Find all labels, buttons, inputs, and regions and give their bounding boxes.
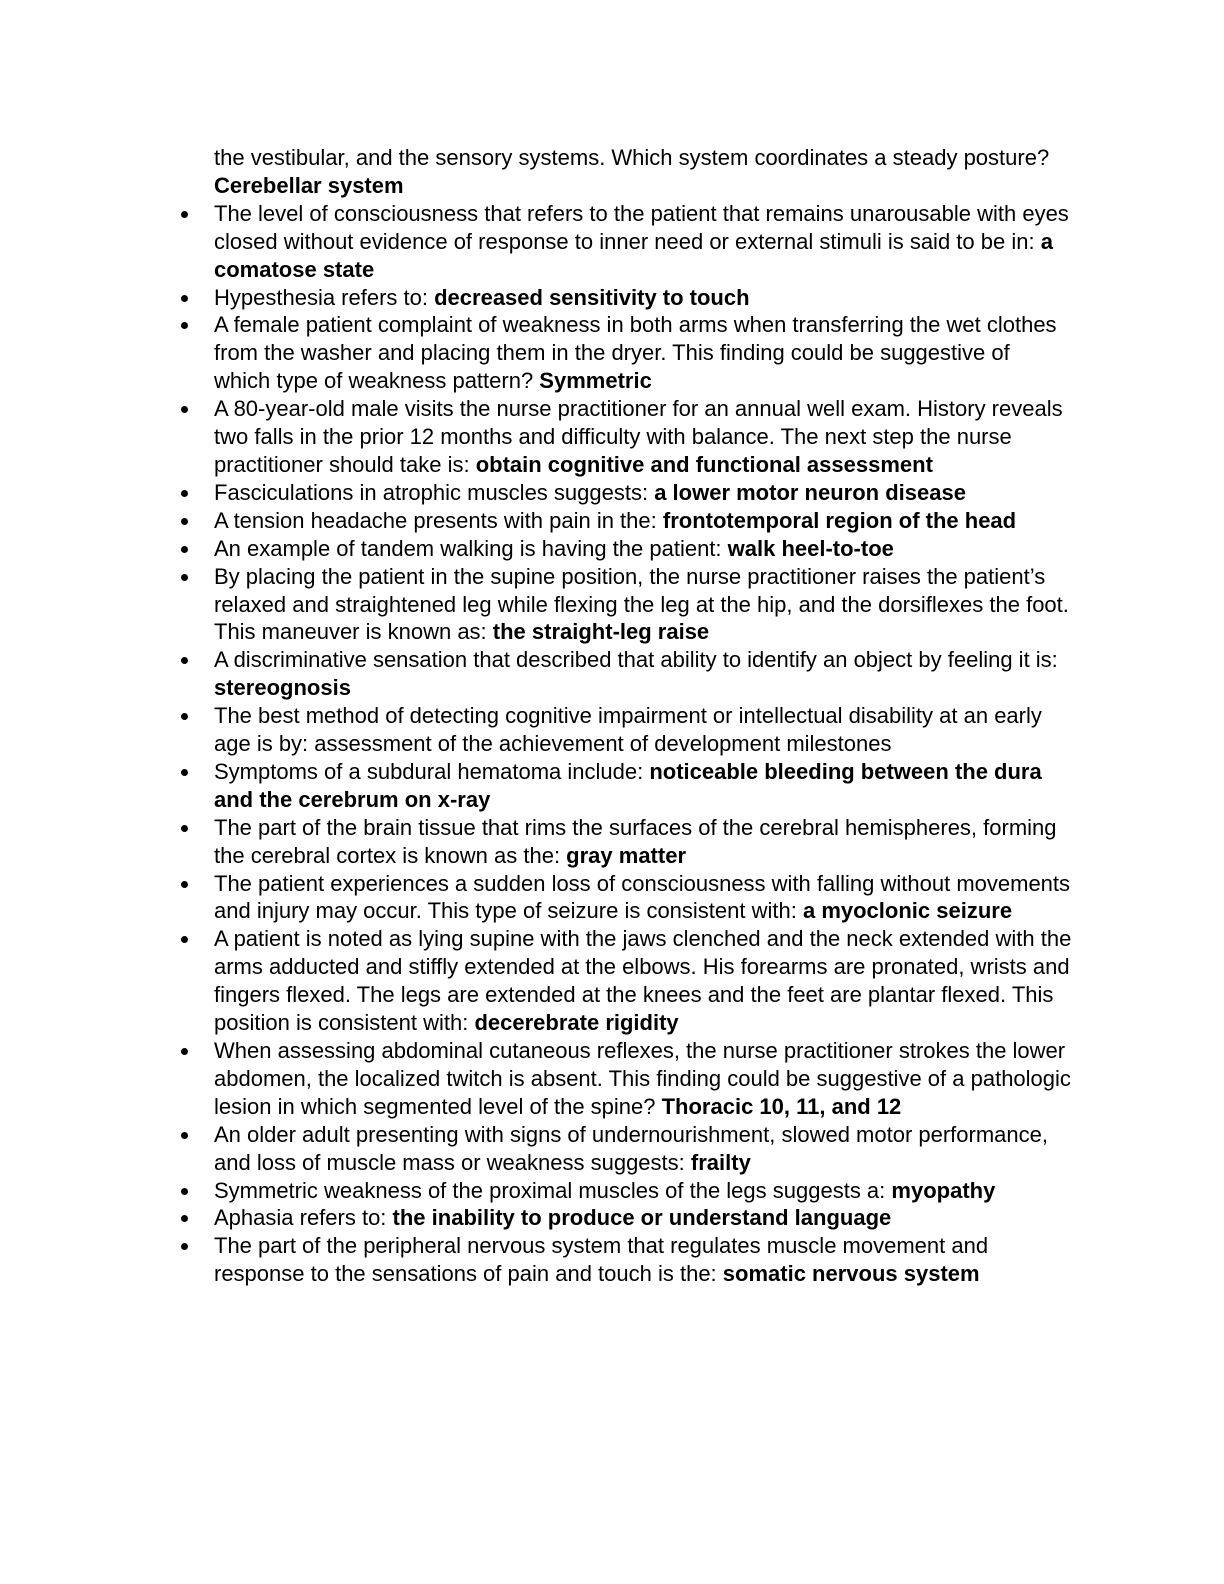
answer-text: noticeable bleeding between the dura and the cerebrum on x-ray: [214, 758, 1042, 812]
list-item: [214, 395, 1072, 479]
answer-text: Thoracic 10, 11, and 12: [661, 1093, 902, 1119]
question-text: An example of tandem walking is having the patient:: [214, 535, 728, 561]
question-text: The best method of detecting cognitive impairment or intellectual disability at an early age is by: assessment of the achievement of development milestones: [214, 703, 1042, 757]
list-item: [214, 870, 1072, 926]
question-text: Fasciculations in atrophic muscles suggests:: [214, 479, 655, 505]
answer-text: decreased sensitivity to touch: [434, 284, 750, 310]
continued-question: [214, 144, 1072, 200]
question-text: the vestibular, and the sensory systems. Which system coordinates a steady posture?: [214, 145, 1050, 170]
answer-text: a myoclonic seizure: [802, 898, 1013, 924]
question-text: An older adult presenting with signs of undernourishment, slowed motor performance, and loss of muscle mass or weakness suggests:: [214, 1121, 1049, 1175]
answer-text: a lower motor neuron disease: [654, 479, 966, 505]
list-item: [214, 284, 1072, 312]
question-text: A discriminative sensation that described that ability to identify an object by feeling it is:: [214, 647, 1058, 673]
list-item: [214, 311, 1072, 395]
answer-text: walk heel-to-toe: [727, 535, 894, 561]
answer-text: a comatose state: [214, 228, 1053, 282]
question-text: Symptoms of a subdural hematoma include:: [214, 758, 650, 784]
question-text: The part of the brain tissue that rims the surfaces of the cerebral hemispheres, forming the cerebral cortex is known as the:: [214, 814, 1057, 868]
question-text: By placing the patient in the supine position, the nurse practitioner raises the patient’s relaxed and straightened leg while flexing the leg at the hip, and the dorsiflexes the foot. This maneuver is known as:: [214, 563, 1069, 645]
list-item: [214, 925, 1072, 1037]
document-body: [214, 144, 1072, 1288]
answer-text: frontotemporal region of the head: [662, 507, 1017, 533]
list-item: [214, 1232, 1072, 1288]
list-item: [214, 814, 1072, 870]
list-item: [214, 758, 1072, 814]
answer-text: obtain cognitive and functional assessment: [475, 451, 933, 477]
question-list: [214, 200, 1072, 1288]
list-item: [214, 563, 1072, 647]
answer-text: frailty: [690, 1149, 751, 1175]
question-text: Aphasia refers to:: [214, 1205, 393, 1231]
question-text: Symmetric weakness of the proximal muscles of the legs suggests a:: [214, 1177, 892, 1203]
list-item: [214, 1037, 1072, 1121]
list-item: [214, 1121, 1072, 1177]
answer-text: the straight-leg raise: [492, 619, 710, 645]
list-item: [214, 702, 1072, 758]
list-item: [214, 1177, 1072, 1205]
list-item: [214, 507, 1072, 535]
question-text: The level of consciousness that refers to the patient that remains unarousable with eyes closed without evidence of response to inner need or external stimuli is said to be in:: [214, 200, 1069, 254]
answer-text: gray matter: [566, 842, 687, 868]
question-text: A patient is noted as lying supine with the jaws clenched and the neck extended with the arms adducted and stiffly extended at the elbows. His forearms are pronated, wrists and fingers flexed. The legs are extended at the knees and the feet are plantar flexed. This position is consistent with:: [214, 926, 1072, 1036]
answer-text: decerebrate rigidity: [474, 1010, 679, 1036]
question-text: A tension headache presents with pain in the:: [214, 507, 663, 533]
list-item: [214, 200, 1072, 284]
question-text: The patient experiences a sudden loss of consciousness with falling without movements and injury may occur. This type of seizure is consistent with:: [214, 870, 1071, 924]
list-item: [214, 535, 1072, 563]
question-text: A 80-year-old male visits the nurse practitioner for an annual well exam. History reveals two falls in the prior 12 months and difficulty with balance. The next step the nurse practitioner should take is:: [214, 396, 1063, 477]
answer-text: Cerebellar system: [214, 172, 404, 198]
question-text: The part of the peripheral nervous system that regulates muscle movement and response to the sensations of pain and touch is the:: [214, 1233, 989, 1287]
question-text: A female patient complaint of weakness in both arms when transferring the wet clothes from the washer and placing them in the dryer. This finding could be suggestive of which type of weakness pattern?: [214, 312, 1057, 394]
question-text: When assessing abdominal cutaneous reflexes, the nurse practitioner strokes the lower abdomen, the localized twitch is absent. This finding could be suggestive of a pathologic lesion in which segmented level of the spine?: [214, 1038, 1071, 1119]
answer-text: myopathy: [891, 1177, 996, 1203]
list-item: [214, 1204, 1072, 1232]
question-text: Hypesthesia refers to:: [214, 284, 435, 310]
answer-text: stereognosis: [214, 675, 351, 701]
list-item: [214, 479, 1072, 507]
answer-text: somatic nervous system: [722, 1261, 980, 1287]
answer-text: Symmetric: [539, 368, 652, 394]
answer-text: the inability to produce or understand language: [392, 1205, 892, 1231]
list-item: [214, 646, 1072, 702]
